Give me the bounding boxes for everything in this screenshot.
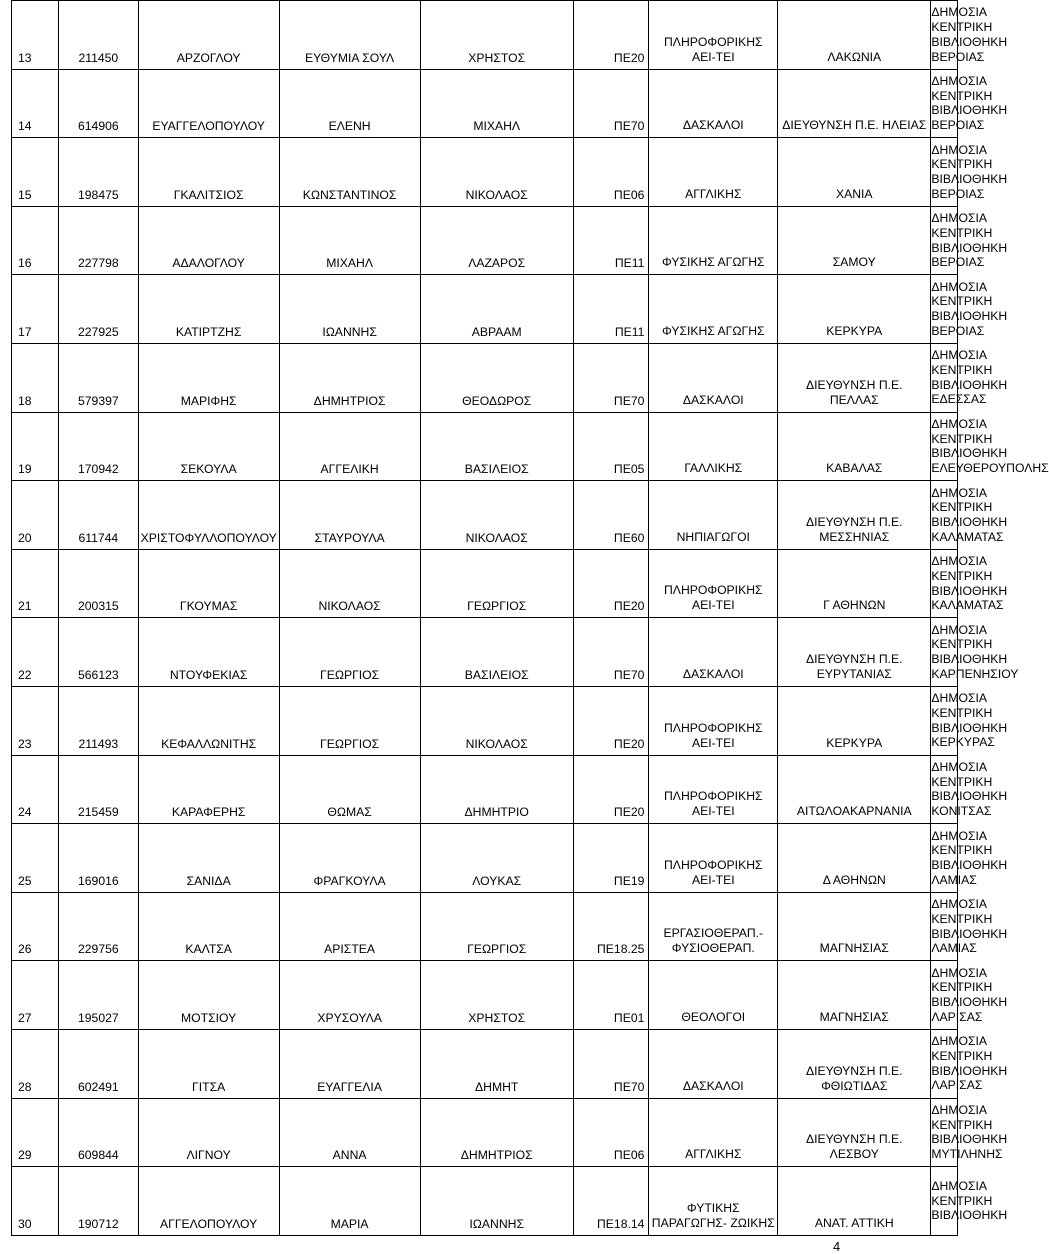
cell-first-name: ΝΙΚΟΛΑΟΣ (279, 549, 420, 618)
table-row (12, 1167, 958, 1236)
cell-origin-area: Δ ΑΘΗΝΩΝ (778, 824, 931, 893)
cell-father-name: ΜΙΧΑΗΛ (420, 69, 573, 138)
cell-number: 17 (12, 275, 59, 344)
cell-first-name: ΑΡΙΣΤΕΑ (279, 892, 420, 961)
cell-surname: ΛΙΓΝΟΥ (138, 1098, 279, 1167)
cell-origin-area: ΣΑΜΟΥ (778, 206, 931, 275)
cell-specialty-code: ΠΕ60 (573, 481, 649, 550)
cell-surname: ΚΑΛΤΣΑ (138, 892, 279, 961)
cell-specialty-code: ΠΕ20 (573, 686, 649, 755)
cell-specialty-code: ΠΕ18.14 (573, 1167, 649, 1236)
cell-specialty-code: ΠΕ70 (573, 618, 649, 687)
cell-library: ΔΗΜΟΣΙΑ ΚΕΝΤΡΙΚΗ ΒΙΒΛΙΟΘΗΚΗ ΛΑΡΙΣΑΣ (931, 1029, 958, 1098)
cell-origin-area: Γ ΑΘΗΝΩΝ (778, 549, 931, 618)
cell-library: ΔΗΜΟΣΙΑ ΚΕΝΤΡΙΚΗ ΒΙΒΛΙΟΘΗΚΗ ΚΑΛΑΜΑΤΑΣ (931, 481, 958, 550)
table-row (12, 412, 958, 481)
cell-specialty: ΔΑΣΚΑΛΟΙ (649, 343, 778, 412)
cell-surname: ΓΙΤΣΑ (138, 1029, 279, 1098)
cell-library: ΔΗΜΟΣΙΑ ΚΕΝΤΡΙΚΗ ΒΙΒΛΙΟΘΗΚΗ (931, 1167, 958, 1236)
cell-father-name: ΘΕΟΔΩΡΟΣ (420, 343, 573, 412)
cell-specialty-code: ΠΕ18.25 (573, 892, 649, 961)
cell-number: 14 (12, 69, 59, 138)
cell-father-name: ΛΑΖΑΡΟΣ (420, 206, 573, 275)
cell-first-name: ΓΕΩΡΓΙΟΣ (279, 686, 420, 755)
cell-specialty-code: ΠΕ06 (573, 1098, 649, 1167)
cell-father-name: ΝΙΚΟΛΑΟΣ (420, 481, 573, 550)
cell-first-name: ΙΩΑΝΝΗΣ (279, 275, 420, 344)
cell-number: 18 (12, 343, 59, 412)
cell-library: ΔΗΜΟΣΙΑ ΚΕΝΤΡΙΚΗ ΒΙΒΛΙΟΘΗΚΗ ΒΕΡΟΙΑΣ (931, 138, 958, 207)
cell-father-name: ΔΗΜΗΤΡΙΟΣ (420, 1098, 573, 1167)
cell-registry-id: 215459 (58, 755, 138, 824)
cell-specialty: ΔΑΣΚΑΛΟΙ (649, 618, 778, 687)
cell-origin-area: ΔΙΕΥΘΥΝΣΗ Π.Ε. ΗΛΕΙΑΣ (778, 69, 931, 138)
cell-registry-id: 190712 (58, 1167, 138, 1236)
cell-specialty: ΠΛΗΡΟΦΟΡΙΚΗΣ ΑΕΙ-ΤΕΙ (649, 686, 778, 755)
cell-surname: ΝΤΟΥΦΕΚΙΑΣ (138, 618, 279, 687)
cell-surname: ΕΥΑΓΓΕΛΟΠΟΥΛΟΥ (138, 69, 279, 138)
cell-specialty-code: ΠΕ06 (573, 138, 649, 207)
cell-number: 27 (12, 961, 59, 1030)
cell-number: 30 (12, 1167, 59, 1236)
cell-origin-area: ΚΑΒΑΛΑΣ (778, 412, 931, 481)
cell-registry-id: 229756 (58, 892, 138, 961)
cell-first-name: ΕΛΕΝΗ (279, 69, 420, 138)
cell-specialty: ΑΓΓΛΙΚΗΣ (649, 1098, 778, 1167)
cell-registry-id: 227798 (58, 206, 138, 275)
cell-library: ΔΗΜΟΣΙΑ ΚΕΝΤΡΙΚΗ ΒΙΒΛΙΟΘΗΚΗ ΕΔΕΣΣΑΣ (931, 343, 958, 412)
cell-specialty: ΓΑΛΛΙΚΗΣ (649, 412, 778, 481)
cell-library: ΔΗΜΟΣΙΑ ΚΕΝΤΡΙΚΗ ΒΙΒΛΙΟΘΗΚΗ ΒΕΡΟΙΑΣ (931, 69, 958, 138)
cell-origin-area: ΚΕΡΚΥΡΑ (778, 686, 931, 755)
cell-library: ΔΗΜΟΣΙΑ ΚΕΝΤΡΙΚΗ ΒΙΒΛΙΟΘΗΚΗ ΒΕΡΟΙΑΣ (931, 1, 958, 70)
cell-specialty: ΝΗΠΙΑΓΩΓΟΙ (649, 481, 778, 550)
cell-number: 20 (12, 481, 59, 550)
table-row (12, 549, 958, 618)
cell-father-name: ΔΗΜΗΤΡΙΟ (420, 755, 573, 824)
cell-specialty-code: ΠΕ70 (573, 69, 649, 138)
table-row (12, 618, 958, 687)
cell-surname: ΧΡΙΣΤΟΦΥΛΛΟΠΟΥΛΟΥ (138, 481, 279, 550)
cell-library: ΔΗΜΟΣΙΑ ΚΕΝΤΡΙΚΗ ΒΙΒΛΙΟΘΗΚΗ ΚΕΡΚΥΡΑΣ (931, 686, 958, 755)
cell-number: 22 (12, 618, 59, 687)
cell-first-name: ΔΗΜΗΤΡΙΟΣ (279, 343, 420, 412)
cell-father-name: ΛΟΥΚΑΣ (420, 824, 573, 893)
cell-surname: ΣΕΚΟΥΛΑ (138, 412, 279, 481)
cell-surname: ΑΡΖΟΓΛΟΥ (138, 1, 279, 70)
cell-first-name: ΑΝΝΑ (279, 1098, 420, 1167)
cell-registry-id: 211450 (58, 1, 138, 70)
cell-origin-area: ΔΙΕΥΘΥΝΣΗ Π.Ε. ΦΘΙΩΤΙΔΑΣ (778, 1029, 931, 1098)
cell-first-name: ΕΥΑΓΓΕΛΙΑ (279, 1029, 420, 1098)
cell-library: ΔΗΜΟΣΙΑ ΚΕΝΤΡΙΚΗ ΒΙΒΛΙΟΘΗΚΗ ΚΟΝΙΤΣΑΣ (931, 755, 958, 824)
cell-surname: ΓΚΟΥΜΑΣ (138, 549, 279, 618)
cell-origin-area: ΧΑΝΙΑ (778, 138, 931, 207)
table-row (12, 755, 958, 824)
cell-specialty: ΑΓΓΛΙΚΗΣ (649, 138, 778, 207)
cell-surname: ΜΟΤΣΙΟΥ (138, 961, 279, 1030)
cell-surname: ΚΕΦΑΛΛΩΝΙΤΗΣ (138, 686, 279, 755)
cell-surname: ΣΑΝΙΔΑ (138, 824, 279, 893)
cell-number: 25 (12, 824, 59, 893)
cell-registry-id: 195027 (58, 961, 138, 1030)
cell-library: ΔΗΜΟΣΙΑ ΚΕΝΤΡΙΚΗ ΒΙΒΛΙΟΘΗΚΗ ΚΑΡΠΕΝΗΣΙΟΥ (931, 618, 958, 687)
cell-origin-area: ΔΙΕΥΘΥΝΣΗ Π.Ε. ΠΕΛΛΑΣ (778, 343, 931, 412)
cell-library: ΔΗΜΟΣΙΑ ΚΕΝΤΡΙΚΗ ΒΙΒΛΙΟΘΗΚΗ ΒΕΡΟΙΑΣ (931, 206, 958, 275)
cell-father-name: ΝΙΚΟΛΑΟΣ (420, 686, 573, 755)
cell-specialty: ΠΛΗΡΟΦΟΡΙΚΗΣ ΑΕΙ-ΤΕΙ (649, 549, 778, 618)
cell-library: ΔΗΜΟΣΙΑ ΚΕΝΤΡΙΚΗ ΒΙΒΛΙΟΘΗΚΗ ΒΕΡΟΙΑΣ (931, 275, 958, 344)
table-row (12, 1029, 958, 1098)
cell-specialty-code: ΠΕ19 (573, 824, 649, 893)
cell-father-name: ΓΕΩΡΓΙΟΣ (420, 892, 573, 961)
cell-specialty-code: ΠΕ20 (573, 1, 649, 70)
cell-first-name: ΣΤΑΥΡΟΥΛΑ (279, 481, 420, 550)
cell-origin-area: ΚΕΡΚΥΡΑ (778, 275, 931, 344)
cell-registry-id: 170942 (58, 412, 138, 481)
cell-specialty-code: ΠΕ11 (573, 206, 649, 275)
cell-specialty: ΠΛΗΡΟΦΟΡΙΚΗΣ ΑΕΙ-ΤΕΙ (649, 824, 778, 893)
cell-library: ΔΗΜΟΣΙΑ ΚΕΝΤΡΙΚΗ ΒΙΒΛΙΟΘΗΚΗ ΜΥΤΙΛΗΝΗΣ (931, 1098, 958, 1167)
cell-registry-id: 579397 (58, 343, 138, 412)
cell-origin-area: ΔΙΕΥΘΥΝΣΗ Π.Ε. ΛΕΣΒΟΥ (778, 1098, 931, 1167)
cell-number: 29 (12, 1098, 59, 1167)
cell-specialty: ΔΑΣΚΑΛΟΙ (649, 1029, 778, 1098)
cell-surname: ΑΔΑΛΟΓΛΟΥ (138, 206, 279, 275)
cell-specialty-code: ΠΕ05 (573, 412, 649, 481)
cell-specialty: ΦΥΣΙΚΗΣ ΑΓΩΓΗΣ (649, 206, 778, 275)
cell-origin-area: ΜΑΓΝΗΣΙΑΣ (778, 961, 931, 1030)
cell-specialty: ΦΥΣΙΚΗΣ ΑΓΩΓΗΣ (649, 275, 778, 344)
cell-number: 21 (12, 549, 59, 618)
cell-father-name: ΒΑΣΙΛΕΙΟΣ (420, 618, 573, 687)
cell-registry-id: 602491 (58, 1029, 138, 1098)
cell-first-name: ΜΙΧΑΗΛ (279, 206, 420, 275)
cell-registry-id: 198475 (58, 138, 138, 207)
cell-specialty: ΠΛΗΡΟΦΟΡΙΚΗΣ ΑΕΙ-ΤΕΙ (649, 1, 778, 70)
table-row (12, 961, 958, 1030)
cell-number: 19 (12, 412, 59, 481)
cell-father-name: ΑΒΡΑΑΜ (420, 275, 573, 344)
cell-surname: ΓΚΑΛΙΤΣΙΟΣ (138, 138, 279, 207)
cell-registry-id: 211493 (58, 686, 138, 755)
cell-origin-area: ΜΑΓΝΗΣΙΑΣ (778, 892, 931, 961)
cell-specialty-code: ΠΕ20 (573, 755, 649, 824)
cell-specialty: ΦΥΤΙΚΗΣ ΠΑΡΑΓΩΓΗΣ- ΖΩΙΚΗΣ (649, 1167, 778, 1236)
cell-library: ΔΗΜΟΣΙΑ ΚΕΝΤΡΙΚΗ ΒΙΒΛΙΟΘΗΚΗ ΕΛΕΥΘΕΡΟΥΠΟΛΗΣ (931, 412, 958, 481)
cell-library: ΔΗΜΟΣΙΑ ΚΕΝΤΡΙΚΗ ΒΙΒΛΙΟΘΗΚΗ ΚΑΛΑΜΑΤΑΣ (931, 549, 958, 618)
table-row (12, 824, 958, 893)
table-row (12, 275, 958, 344)
cell-origin-area: ΑΙΤΩΛΟΑΚΑΡΝΑΝΙΑ (778, 755, 931, 824)
cell-library: ΔΗΜΟΣΙΑ ΚΕΝΤΡΙΚΗ ΒΙΒΛΙΟΘΗΚΗ ΛΑΡΙΣΑΣ (931, 961, 958, 1030)
cell-surname: ΑΓΓΕΛΟΠΟΥΛΟΥ (138, 1167, 279, 1236)
teacher-assignment-table (11, 0, 1049, 1236)
cell-father-name: ΓΕΩΡΓΙΟΣ (420, 549, 573, 618)
cell-father-name: ΒΑΣΙΛΕΙΟΣ (420, 412, 573, 481)
cell-specialty: ΔΑΣΚΑΛΟΙ (649, 69, 778, 138)
cell-library: ΔΗΜΟΣΙΑ ΚΕΝΤΡΙΚΗ ΒΙΒΛΙΟΘΗΚΗ ΛΑΜΙΑΣ (931, 824, 958, 893)
cell-specialty-code: ΠΕ01 (573, 961, 649, 1030)
cell-origin-area: ΛΑΚΩΝΙΑ (778, 1, 931, 70)
cell-specialty-code: ΠΕ70 (573, 1029, 649, 1098)
cell-specialty-code: ΠΕ70 (573, 343, 649, 412)
cell-number: 26 (12, 892, 59, 961)
cell-specialty: ΘΕΟΛΟΓΟΙ (649, 961, 778, 1030)
cell-number: 23 (12, 686, 59, 755)
table-row (12, 206, 958, 275)
cell-first-name: ΕΥΘΥΜΙΑ ΣΟΥΛ (279, 1, 420, 70)
cell-origin-area: ΔΙΕΥΘΥΝΣΗ Π.Ε. ΜΕΣΣΗΝΙΑΣ (778, 481, 931, 550)
cell-origin-area: ΔΙΕΥΘΥΝΣΗ Π.Ε. ΕΥΡΥΤΑΝΙΑΣ (778, 618, 931, 687)
table-row (12, 138, 958, 207)
cell-registry-id: 566123 (58, 618, 138, 687)
cell-father-name: ΙΩΑΝΝΗΣ (420, 1167, 573, 1236)
cell-number: 16 (12, 206, 59, 275)
cell-library: ΔΗΜΟΣΙΑ ΚΕΝΤΡΙΚΗ ΒΙΒΛΙΟΘΗΚΗ ΛΑΜΙΑΣ (931, 892, 958, 961)
table-row (12, 1, 958, 70)
table-row (12, 69, 958, 138)
cell-specialty-code: ΠΕ11 (573, 275, 649, 344)
cell-first-name: ΜΑΡΙΑ (279, 1167, 420, 1236)
cell-first-name: ΦΡΑΓΚΟΥΛΑ (279, 824, 420, 893)
cell-registry-id: 611744 (58, 481, 138, 550)
cell-father-name: ΔΗΜΗΤ (420, 1029, 573, 1098)
cell-first-name: ΘΩΜΑΣ (279, 755, 420, 824)
cell-specialty: ΕΡΓΑΣΙΟΘΕΡΑΠ.- ΦΥΣΙΟΘΕΡΑΠ. (649, 892, 778, 961)
cell-father-name: ΧΡΗΣΤΟΣ (420, 961, 573, 1030)
cell-registry-id: 227925 (58, 275, 138, 344)
cell-number: 15 (12, 138, 59, 207)
cell-origin-area: ΑΝΑΤ. ΑΤΤΙΚΗ (778, 1167, 931, 1236)
cell-specialty-code: ΠΕ20 (573, 549, 649, 618)
cell-registry-id: 609844 (58, 1098, 138, 1167)
cell-specialty: ΠΛΗΡΟΦΟΡΙΚΗΣ ΑΕΙ-ΤΕΙ (649, 755, 778, 824)
cell-number: 13 (12, 1, 59, 70)
cell-number: 28 (12, 1029, 59, 1098)
table-row (12, 1098, 958, 1167)
cell-registry-id: 169016 (58, 824, 138, 893)
cell-number: 24 (12, 755, 59, 824)
cell-registry-id: 200315 (58, 549, 138, 618)
cell-first-name: ΚΩΝΣΤΑΝΤΙΝΟΣ (279, 138, 420, 207)
cell-father-name: ΧΡΗΣΤΟΣ (420, 1, 573, 70)
table-row (12, 343, 958, 412)
cell-first-name: ΓΕΩΡΓΙΟΣ (279, 618, 420, 687)
cell-surname: ΚΑΤΙΡΤΖΗΣ (138, 275, 279, 344)
table-row (12, 892, 958, 961)
cell-first-name: ΧΡΥΣΟΥΛΑ (279, 961, 420, 1030)
page-number: 4 (833, 1239, 841, 1254)
cell-first-name: ΑΓΓΕΛΙΚΗ (279, 412, 420, 481)
table-row (12, 686, 958, 755)
table-row (12, 481, 958, 550)
cell-father-name: ΝΙΚΟΛΑΟΣ (420, 138, 573, 207)
cell-registry-id: 614906 (58, 69, 138, 138)
cell-surname: ΚΑΡΑΦΕΡΗΣ (138, 755, 279, 824)
cell-surname: ΜΑΡΙΦΗΣ (138, 343, 279, 412)
